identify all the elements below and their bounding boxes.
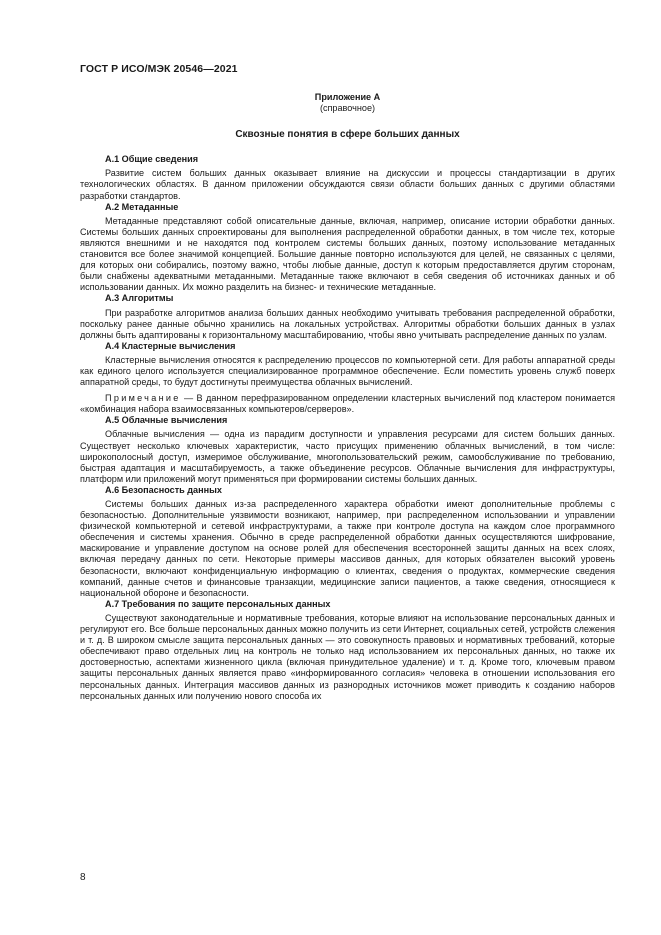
section-a5 [80, 415, 615, 485]
paragraph: При разработке алгоритмов анализа больших данных необходимо учитывать требования распределенной обработки, поскольку ранее данные обычно хранились на локальных устройствах. Алгоритмы обработки больших данных в узлах должны быть адаптированы к горизонтальному масштабированию, чтобы явно учитывать распределение данных по узлам. [80, 307, 615, 340]
document-header: ГОСТ Р ИСО/МЭК 20546—2021 [80, 63, 238, 75]
section-heading: А.7 Требования по защите персональных данных [105, 598, 331, 609]
section-heading: А.4 Кластерные вычисления [105, 340, 236, 351]
annex-body [80, 92, 615, 702]
annex-title: Приложение А [314, 92, 381, 102]
annex-subtitle: (справочное) [319, 103, 376, 114]
paragraph: Развитие систем больших данных оказывает влияние на дискуссии и процессы стандартизации в других технологических областях. В данном приложении обсуждаются связи области больших данных с другими областями разработки стандартов. [80, 168, 615, 201]
paragraph: Кластерные вычисления относятся к распределению процессов по компьютерной сети. Для работы аппаратной среды как единого целого используется специализированное программное обеспечение. Если поместить уровень служб поверх аппаратной среды, то будут достигнуты преимущества облачных вычислений. [80, 354, 615, 388]
note-label: Примечание [105, 393, 181, 404]
section-heading: А.2 Метаданные [105, 201, 179, 212]
note-text: — В данном перефразированном определении кластерных вычислений под кластером понимается «комбинация набора взаимосвязанных компьютеров/серверов». [80, 393, 615, 415]
paragraph: Системы больших данных из-за распределенного характера обработки имеют дополнительные проблемы с безопасностью. Дополнительные уязвимости возникают, например, при распределенном использовании и управлении физической компьютерной и сетевой инфраструктурами, а также при контроле доступа на каждом слое программного обеспечения и системы хранения. Обычно в среде распределенной обработки данных осуществляются шифрование, маскирование и управление доступом на основе ролей для обеспечения всесторонней защиты данных на всех слоях, включая передачу данных по сети. Некоторые примеры массивов данных, для которых обязателен высокий уровень безопасности, включают конфиденциальную информацию о клиентах, сведения о продуктах, коммерческие сведения компаний, данные счетов и финансовые транзакции, медицинские записи пациентов, а также сведения, относящиеся к национальной обороне и безопасности. [80, 499, 615, 598]
section-heading: А.1 Общие сведения [105, 154, 199, 165]
paragraph: Облачные вычисления — одна из парадигм доступности и управления ресурсами для систем больших данных. Существует несколько ключевых характеристик, часто присущих применению облачных вычислений, в том числе: широкополосный доступ, измеримое обслуживание, многопользовательский режим, самообслуживание по требованию, быстрая адаптация и масштабируемость, а также объединение ресурсов. Облачные вычисления для инфраструктуры, платформ или приложений могут применяться при формировании системы больших данных. [80, 429, 615, 484]
annex-main-title: Сквозные понятия в сфере больших данных [235, 129, 460, 141]
section-a6 [80, 485, 615, 599]
section-heading: А.3 Алгоритмы [105, 293, 174, 304]
section-a4 [80, 341, 615, 416]
page-number: 8 [80, 872, 86, 883]
section-heading: А.6 Безопасность данных [105, 484, 222, 495]
section-a7 [80, 599, 615, 702]
paragraph: Метаданные представляют собой описательные данные, включая, например, описание истории обработки данных. Системы больших данных спроектированы для выполнения распределенной обработки данных, в том числе тех, которые являются внешними и не находятся под контролем системы больших данных, поэтому использование метаданных становится все более значимой концепцией. Большие данные повторно используются для целей, не связанных с целями, для которых они собирались, поэтому важно, чтобы любые данные, доступ к которым предоставляется другим сторонам, были снабжены адекватными метаданными. Метаданные также включают в себя сведения об источниках данных и об использовании данных. Их можно разделить на бизнес- и технические метаданные. [80, 215, 615, 293]
section-a1 [80, 154, 615, 201]
section-heading: А.5 Облачные вычисления [105, 415, 228, 426]
section-a2 [80, 202, 615, 294]
paragraph: Существуют законодательные и нормативные требования, которые влияют на использование персональных данных и регулируют его. Все больше персональных данных можно получить из сети Интернет, социальных сетей, устройств слежения и т. д. В широком смысле защита персональных данных — это совокупность правовых и нормативных требований, которые обеспечивают право отдельных лиц на контроль не только над использованием их персональных данных, но также их достоверностью, аспектами жизненного цикла (включая принудительное удаление) и т. д. Кроме того, ключевым правом защиты персональных данных является право «информированного согласия» человека в отношении использования его персональных данных. Интеграция массивов данных из разнородных источников может приводить к созданию наборов персональных данных или получению нового способа их [80, 612, 615, 701]
note [80, 393, 615, 415]
section-a3 [80, 293, 615, 340]
